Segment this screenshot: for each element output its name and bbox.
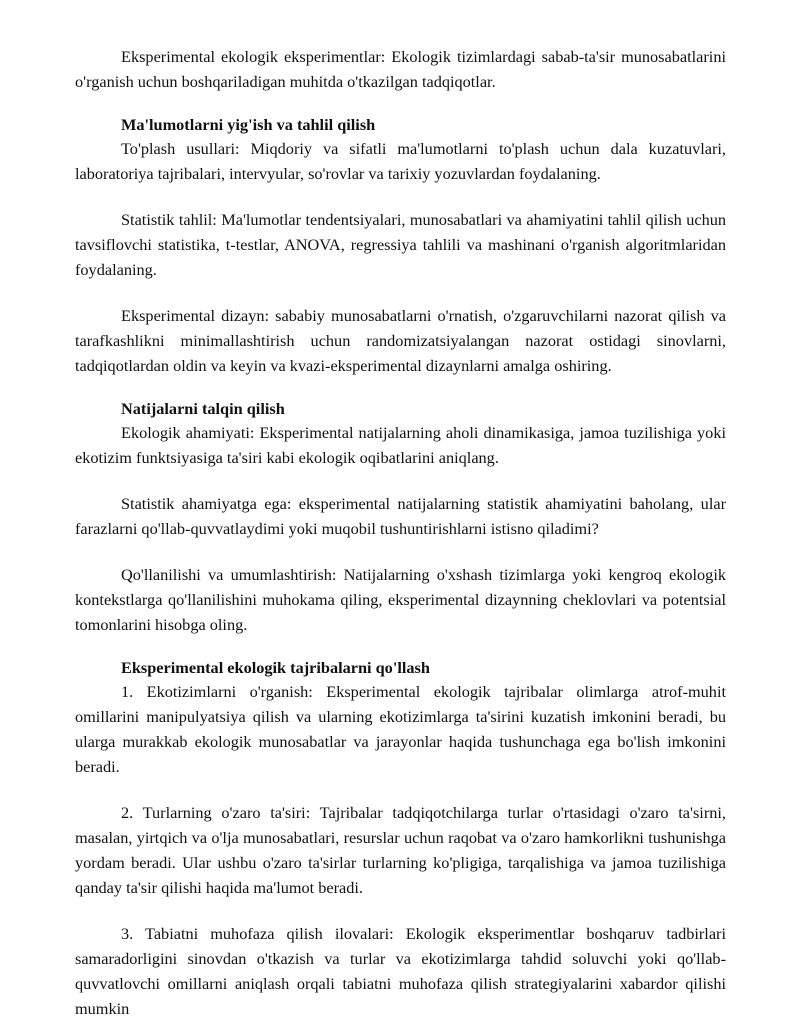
paragraph-conservation: 3. Tabiatni muhofaza qilish ilovalari: Ekologik eksperimentlar boshqaruv tadbirlari samaradorligini sinovdan o'tkazish va turlar va ekotizimlarga tahdid soluvchi yoki qo'llab-quvvatlovchi omillarni aniqlash orqali tabiatni muhofaza qilish strategiyalarini xabardor qilishi mumkin [75,924,726,1018]
paragraph-applicability: Qo'llanilishi va umumlashtirish: Natijalarning o'xshash tizimlarga yoki kengroq ekologik kontekstlarga qo'llanilishini muhokama qiling, eksperimental dizaynning cheklovlari va potentsial tomonlarini hisobga oling. [75,565,726,634]
paragraph-experimental-design: Eksperimental dizayn: sababiy munosabatlarni o'rnatish, o'zgaruvchilarni nazorat qilish va tarafkashlikni minimallashtirish uchun randomizatsiyalangan nazorat ostidagi sinovlarni, tadqiqotlardan oldin va keyin va kvazi-eksperimental dizaynlarni amalga oshiring. [75,306,726,375]
section-heading-data-collection: Ma'lumotlarni yig'ish va tahlil qilish [121,115,376,134]
document-page [75,44,726,1021]
section-heading-applications: Eksperimental ekologik tajribalarni qo'llash [121,658,430,677]
section-heading-interpretation: Natijalarni talqin qilish [121,399,285,418]
paragraph-ecosystem-study: 1. Ekotizimlarni o'rganish: Eksperimental ekologik tajribalar olimlarga atrof-muhit omillarini manipulyatsiya qilish va ularning ekotizimlarga ta'sirini kuzatish imkonini beradi, bu ularga murakkab ekologik munosabatlar va jarayonlar haqida tushunchaga ega bo'lish imkonini beradi. [75,682,726,776]
paragraph-collection-methods: To'plash usullari: Miqdoriy va sifatli ma'lumotlarni to'plash uchun dala kuzatuvlari, laboratoriya tajribalari, intervyular, so'rovlar va tarixiy yozuvlardan foydalaning. [75,139,726,183]
paragraph-species-interactions: 2. Turlarning o'zaro ta'siri: Tajribalar tadqiqotchilarga turlar o'rtasidagi o'zaro ta'sirni, masalan, yirtqich va o'lja munosabatlari, resurslar uchun raqobat va o'zaro hamkorlikni tushunishga yordam beradi. Ular ushbu o'zaro ta'sirlar turlarning ko'pligiga, tarqalishiga va jamoa tuzilishiga qanday ta'sir qilishi haqida ma'lumot beradi. [75,803,726,897]
intro-paragraph: Eksperimental ekologik eksperimentlar: Ekologik tizimlardagi sabab-ta'sir munosabatlarini o'rganish uchun boshqariladigan muhitda o'tkazilgan tadqiqotlar. [75,47,726,91]
paragraph-statistical-analysis: Statistik tahlil: Ma'lumotlar tendentsiyalari, munosabatlari va ahamiyatini tahlil qilish uchun tavsiflovchi statistika, t-testlar, ANOVA, regressiya tahlili va mashinani o'rganish algoritmlaridan foydalaning. [75,210,726,279]
paragraph-ecological-significance: Ekologik ahamiyati: Eksperimental natijalarning aholi dinamikasiga, jamoa tuzilishiga yoki ekotizim funktsiyasiga ta'siri kabi ekologik oqibatlarini aniqlang. [75,423,726,467]
section-interpretation [75,398,726,637]
section-applications [75,657,726,1021]
section-data-collection [75,114,726,378]
paragraph-statistical-significance: Statistik ahamiyatga ega: eksperimental natijalarning statistik ahamiyatini baholang, ular farazlarni qo'llab-quvvatlaydimi yoki muqobil tushuntirishlarni istisno qiladimi? [75,494,726,538]
